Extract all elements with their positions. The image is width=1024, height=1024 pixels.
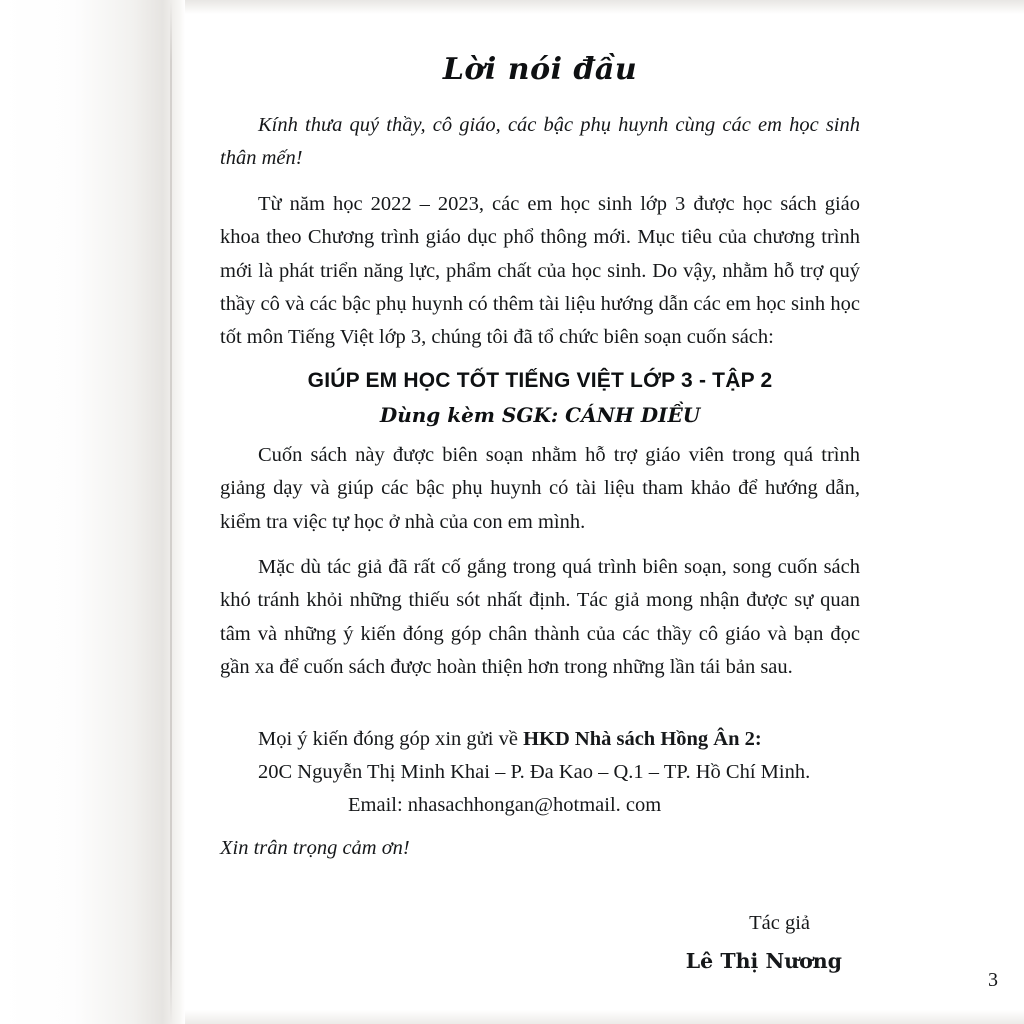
contact-address: 20C Nguyễn Thị Minh Khai – P. Đa Kao – Q.1 – TP. Hồ Chí Minh.: [258, 760, 811, 783]
page-edge-line: [170, 0, 172, 1024]
book-page: [185, 0, 1024, 1024]
contact-email: Email: nhasachhongan@hotmail. com: [348, 794, 662, 817]
publisher-name: HKD Nhà sách Hồng Ân 2:: [523, 727, 762, 750]
book-gutter-shadow: [0, 0, 185, 1024]
intro-paragraph: Từ năm học 2022 – 2023, các em học sinh lớp 3 được học sách giáo khoa theo Chương trình giáo dục phổ thông mới. Mục tiêu của chương trình mới là phát triển năng lực, phẩm chất của học sinh. Do vậy, nhằm hỗ trợ quý thầy cô và các bậc phụ huynh có thêm tài liệu hướng dẫn các em học sinh học tốt môn Tiếng Việt lớp 3, chúng tôi đã tổ chức biên soạn cuốn sách:: [220, 192, 860, 349]
spacer: [220, 689, 860, 723]
page-title: Lời nói đầu: [442, 52, 638, 87]
spacer: [220, 543, 860, 551]
book-subtitle: Dùng kèm SGK: CÁNH DIỀU: [379, 402, 701, 427]
signature-name: Lê Thị Nương: [685, 948, 842, 973]
signature-role: Tác giả: [749, 911, 810, 934]
greeting-paragraph: Kính thưa quý thầy, cô giáo, các bậc phụ huynh cùng các em học sinh thân mến!: [220, 114, 860, 170]
spacer: [220, 180, 860, 188]
page-content: [220, 52, 860, 973]
thanks-line: Xin trân trọng cảm ơn!: [220, 837, 410, 860]
signature-block: [220, 912, 860, 973]
apology-paragraph: Mặc dù tác giả đã rất cố gắng trong quá trình biên soạn, song cuốn sách khó tránh khỏi những thiếu sót nhất định. Tác giả mong nhận được sự quan tâm và những ý kiến đóng góp chân thành của các thầy cô giáo và bạn đọc gần xa để cuốn sách được hoàn thiện hơn trong những lần tái bản sau.: [220, 556, 860, 679]
book-title: GIÚP EM HỌC TỐT TIẾNG VIỆT LỚP 3 - TẬP 2: [307, 368, 773, 392]
contact-publisher-line: [220, 723, 860, 756]
page-number: 3: [988, 969, 998, 991]
purpose-paragraph: Cuốn sách này được biên soạn nhằm hỗ trợ giáo viên trong quá trình giảng dạy và giúp các bậc phụ huynh có tài liệu tham khảo để hướng dẫn, kiểm tra việc tự học ở nhà của con em mình.: [220, 443, 860, 533]
contact-lead-text: Mọi ý kiến đóng góp xin gửi về: [258, 727, 524, 750]
